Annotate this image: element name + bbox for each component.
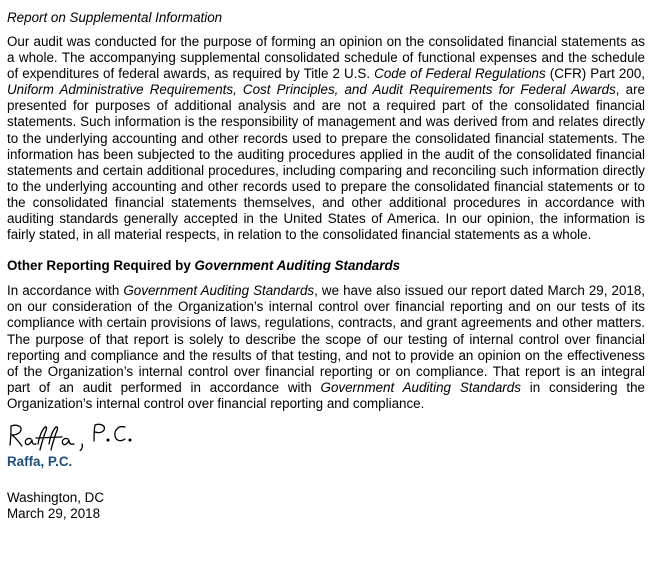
- supplemental-text-a: Our audit was conducted for the purpose of forming an opinion on the consolidated financial statements as a whole. The accompanying supplemental consolidated schedule of functional expenses and the schedule of expenditures of federal awards, as required by Title 2 U.S.: [7, 34, 645, 82]
- report-location: Washington, DC: [7, 489, 104, 505]
- report-date: March 29, 2018: [7, 505, 101, 521]
- gas-title-1: Government Auditing Standards: [123, 283, 315, 299]
- uniform-guidance-title: Uniform Administrative Requirements, Cost Principles, and Audit Requirements for Federal Awards: [7, 82, 616, 98]
- other-reporting-text-c: in considering the Organization’s internal control over financial reporting and compliance.: [7, 379, 645, 411]
- firm-name: Raffa, P.C.: [7, 453, 73, 469]
- other-reporting-heading-text: Other Reporting Required by: [7, 258, 195, 274]
- gas-title-2: Government Auditing Standards: [320, 379, 521, 395]
- cfr-title: Code of Federal Regulations: [374, 66, 546, 82]
- other-reporting-heading: [7, 257, 645, 274]
- other-reporting-paragraph: [7, 283, 645, 412]
- supplemental-heading: Report on Supplemental Information: [7, 10, 223, 25]
- supplemental-text-b: (CFR) Part 200,: [545, 66, 645, 82]
- supplemental-text-c: , are presented for purposes of additional analysis and are not a required part of the consolidated financial statements. Such information is the responsibility of management and was derived from and relates directly to the underlying accounting and other records used to prepare the consolidated financial statements. The information has been subjected to the auditing procedures applied in the audit of the consolidated financial statements and certain additional procedures, including comparing and reconciling such information directly to the underlying accounting and other records used to prepare the consolidated financial statements or to the consolidated financial statements themselves, and other additional procedures in accordance with auditing standards generally accepted in the United States of America. In our opinion, the information is fairly stated, in all material respects, in relation to the consolidated financial statements as a whole.: [7, 82, 645, 243]
- other-reporting-text-a: In accordance with: [7, 283, 124, 299]
- other-reporting-text-b: , we have also issued our report dated March 29, 2018, on our consideration of the Organization’s internal control over financial reporting and on our tests of its compliance with certain provisions of laws, regulations, contracts, and grant agreements and other matters. The purpose of that report is solely to describe the scope of our testing of internal control over financial reporting and compliance and the results of that testing, and not to provide an opinion on the effectiveness of the Organization’s internal control over financial reporting or on compliance. That report is an integral part of an audit performed in accordance with: [7, 283, 646, 395]
- signature-image: [7, 421, 147, 451]
- handwritten-signature: [7, 421, 147, 451]
- supplemental-paragraph: [7, 34, 645, 243]
- report-page: [7, 9, 645, 522]
- other-reporting-heading-gas: Government Auditing Standards: [194, 258, 401, 274]
